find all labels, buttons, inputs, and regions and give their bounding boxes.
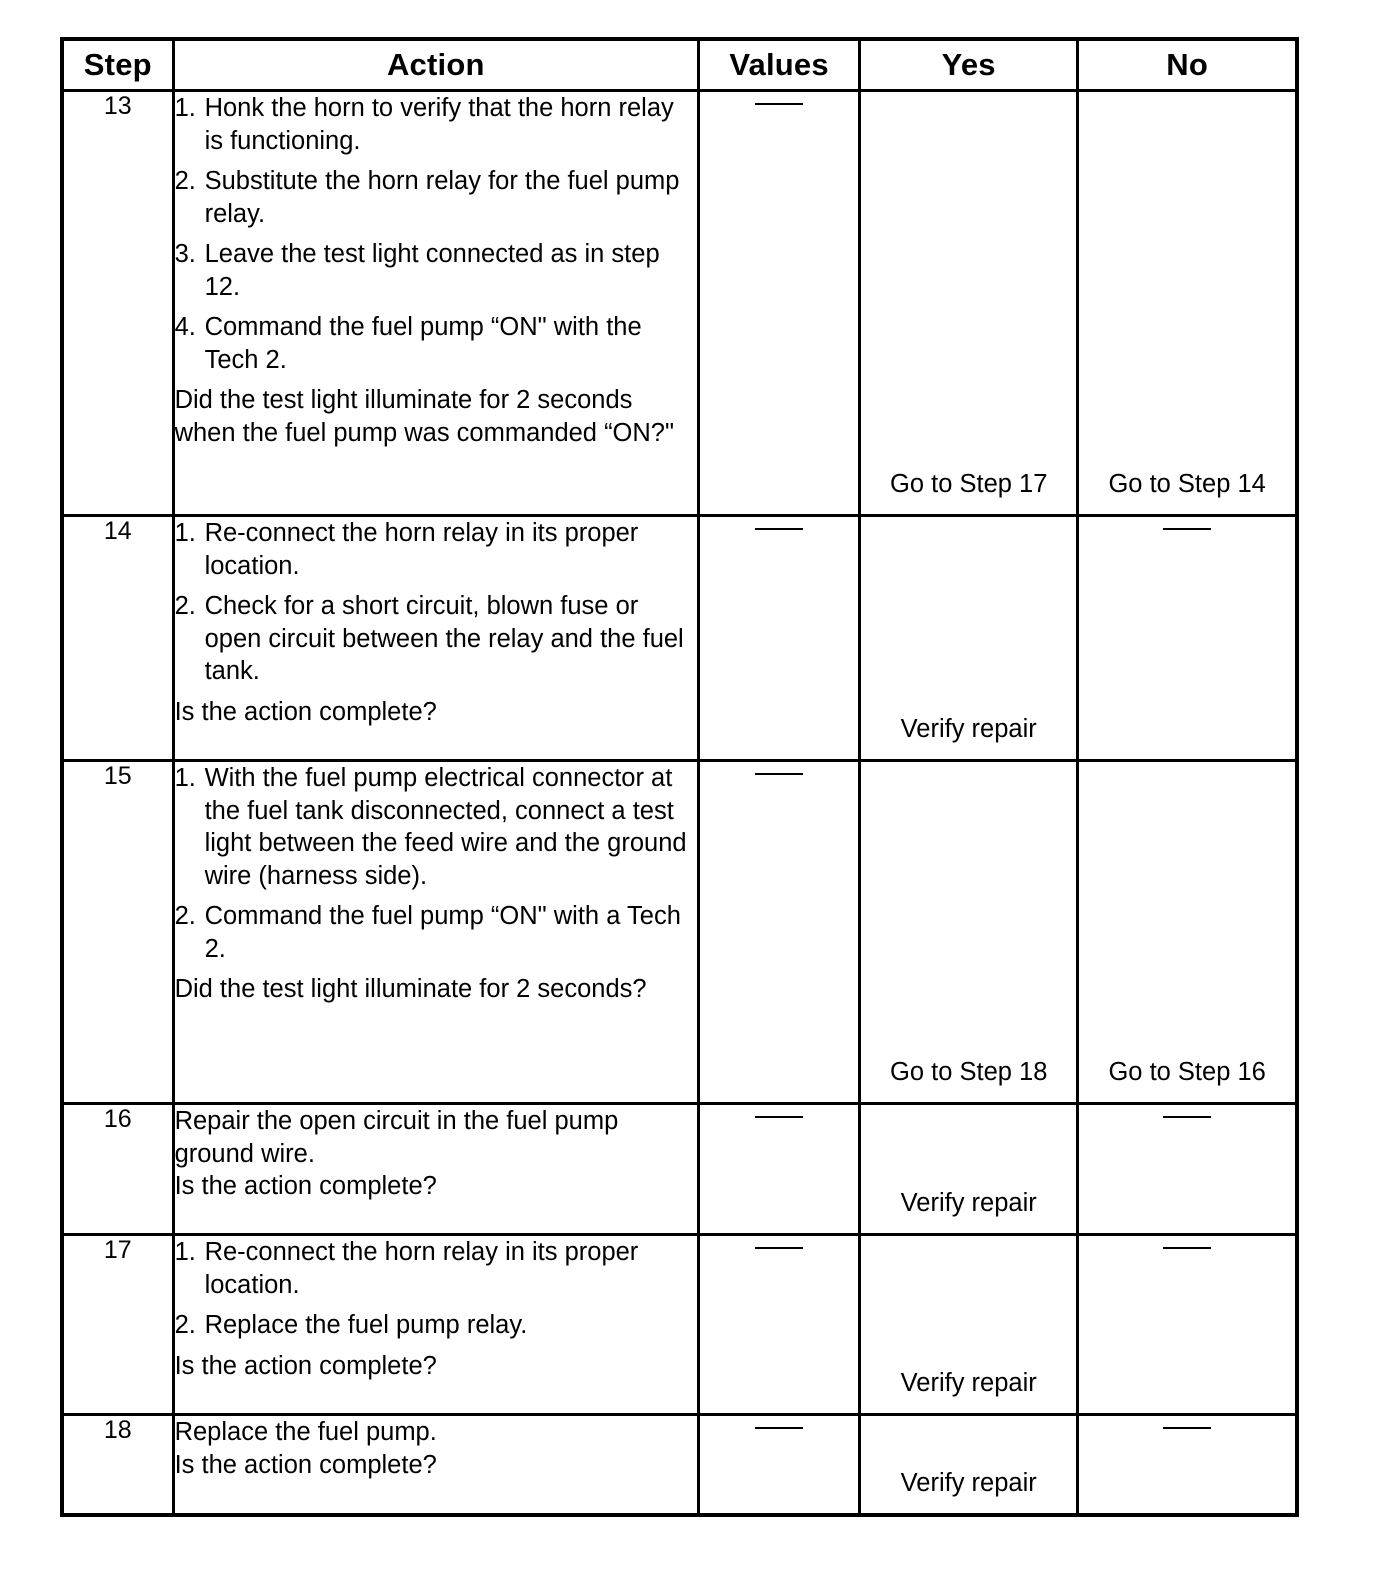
dash-mark — [755, 1427, 803, 1429]
table-row — [62, 1104, 1297, 1235]
dash-mark — [755, 773, 803, 775]
values-cell — [699, 516, 860, 761]
action-text: Repair the open circuit in the fuel pump ground wire. — [174, 1107, 619, 1168]
list-item: 2. Replace the fuel pump relay. — [174, 1311, 528, 1339]
step-number: 18 — [62, 1415, 173, 1515]
yes-cell — [860, 1235, 1078, 1415]
action-cell — [173, 91, 698, 516]
action-question: Is the action complete? — [174, 697, 437, 726]
table-row — [62, 1415, 1297, 1515]
action-list — [175, 517, 697, 688]
list-item: 1. Re-connect the horn relay in its proper location. — [174, 1238, 639, 1299]
values-cell — [699, 91, 860, 516]
action-question: Is the action complete? — [174, 1450, 437, 1479]
yes-cell — [860, 1104, 1078, 1235]
yes-result: Go to Step 17 — [890, 470, 1048, 498]
yes-cell — [860, 516, 1078, 761]
list-item: 2. Substitute the horn relay for the fuel pump relay. — [174, 167, 680, 228]
yes-result: Verify repair — [900, 1189, 1037, 1217]
action-question: Did the test light illuminate for 2 seconds when the fuel pump was commanded “ON?" — [174, 386, 675, 447]
dash-mark — [755, 528, 803, 530]
list-item: 1. Honk the horn to verify that the horn relay is functioning. — [174, 94, 674, 155]
no-cell — [1078, 1415, 1297, 1515]
diagnostic-table — [60, 37, 1299, 1517]
action-list — [175, 1236, 697, 1342]
dash-mark — [1163, 1427, 1211, 1429]
yes-result: Verify repair — [900, 1369, 1037, 1397]
dash-mark — [1163, 528, 1211, 530]
action-cell — [173, 516, 698, 761]
action-cell — [173, 1104, 698, 1235]
no-cell — [1078, 91, 1297, 516]
step-number: 14 — [62, 516, 173, 761]
table-row — [62, 91, 1297, 516]
values-cell — [699, 1415, 860, 1515]
yes-result: Go to Step 18 — [890, 1058, 1048, 1086]
action-list — [175, 762, 697, 965]
no-cell — [1078, 1235, 1297, 1415]
no-result: Go to Step 14 — [1108, 470, 1266, 498]
dash-mark — [1163, 1116, 1211, 1118]
step-number: 13 — [62, 91, 173, 516]
action-question: Is the action complete? — [174, 1172, 437, 1200]
action-cell — [173, 1235, 698, 1415]
no-result: Go to Step 16 — [1108, 1058, 1266, 1086]
dash-mark — [755, 1116, 803, 1118]
step-number: 15 — [62, 761, 173, 1104]
header-values: Values — [699, 39, 860, 91]
dash-mark — [755, 103, 803, 105]
action-question: Is the action complete? — [174, 1351, 437, 1380]
header-step: Step — [62, 39, 173, 91]
list-item: 2. Check for a short circuit, blown fuse or open circuit between the relay and the fuel tank. — [174, 592, 684, 685]
header-yes: Yes — [860, 39, 1078, 91]
action-list — [175, 92, 697, 376]
list-item: 2. Command the fuel pump “ON" with a Tech 2. — [174, 902, 681, 963]
header-no: No — [1078, 39, 1297, 91]
table-row — [62, 761, 1297, 1104]
action-question: Did the test light illuminate for 2 seconds? — [174, 975, 647, 1003]
no-cell — [1078, 516, 1297, 761]
table-row — [62, 516, 1297, 761]
no-cell — [1078, 761, 1297, 1104]
list-item: 1. Re-connect the horn relay in its proper location. — [174, 519, 639, 580]
action-cell — [173, 1415, 698, 1515]
yes-cell — [860, 1415, 1078, 1515]
step-number: 17 — [62, 1235, 173, 1415]
action-cell — [173, 761, 698, 1104]
step-number: 16 — [62, 1104, 173, 1235]
table-row — [62, 1235, 1297, 1415]
list-item: 1. With the fuel pump electrical connector at the fuel tank disconnected, connect a test light between the feed wire and the ground wire (harness side). — [174, 764, 687, 890]
dash-mark — [1163, 1247, 1211, 1249]
yes-cell — [860, 761, 1078, 1104]
header-row — [62, 39, 1297, 91]
values-cell — [699, 761, 860, 1104]
header-action: Action — [173, 39, 698, 91]
list-item: 4. Command the fuel pump “ON" with the Tech 2. — [174, 313, 642, 374]
no-cell — [1078, 1104, 1297, 1235]
yes-cell — [860, 91, 1078, 516]
yes-result: Verify repair — [900, 715, 1037, 743]
action-text: Replace the fuel pump. — [174, 1418, 437, 1446]
dash-mark — [755, 1247, 803, 1249]
yes-result: Verify repair — [900, 1468, 1037, 1497]
values-cell — [699, 1104, 860, 1235]
values-cell — [699, 1235, 860, 1415]
list-item: 3. Leave the test light connected as in step 12. — [174, 240, 660, 301]
